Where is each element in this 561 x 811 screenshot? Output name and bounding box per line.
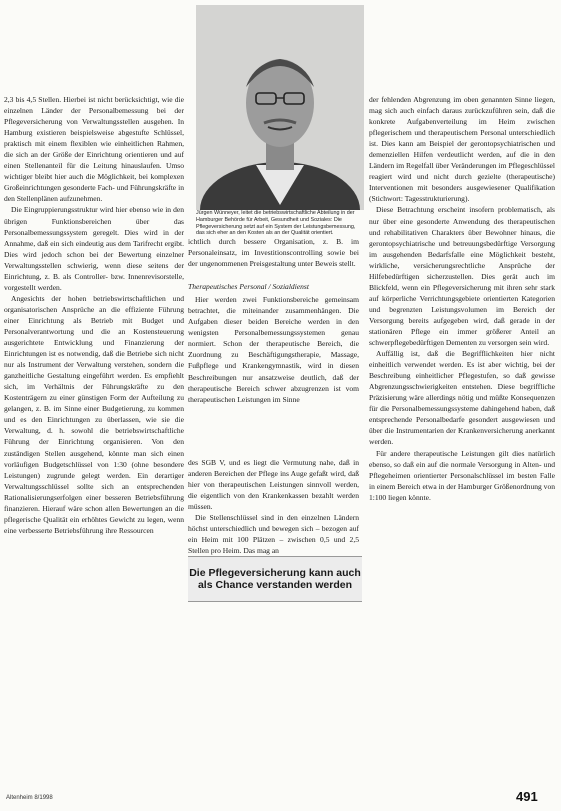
- portrait-image: [196, 5, 364, 210]
- page-number: 491: [516, 789, 538, 804]
- paragraph: Die Stellenschlüssel sind in den einzelnen Ländern höchst unterschiedlich und bewegen sich – bezogen auf ein Heim mit 100 Plätzen – zwischen 0,5 und 2,5 Stellen pro Heim. Das mag an: [188, 512, 359, 556]
- paragraph: des SGB V, und es liegt die Vermutung nahe, daß in anderen Bereichen der Pflege ins Auge gefaßt wird, daß hier von therapeutischen Leistungen sinnvoll werden, die eigentlich von den Krankenkassen bezahlt werden müssen.: [188, 457, 359, 511]
- paragraph: Angesichts der hohen betriebswirtschaftlichen und organisatorischen Ansprüche an die effiziente Führung einer Einrichtung als Betrieb mit Budget und Personalverantwortung und die an Kostensteuerung ausgerichtete Entwicklung und Finanzierung der Einrichtungen ist es notwendig, daß die Betriebe sich nicht nur als Instrument der Verwaltung verstehen, sondern die ganzheitliche Gestaltung eingeführt werden. Es empfiehlt sich, im Verhältnis der Führungskräfte zu den Kostenträgern zu einer günstigen Form der Aufteilung zu gelangen, z. B. im Sinne einer Budgetierung, zu kommen und es den Einrichtungen zu überlassen, wie sie die Verwaltung, d. h. sowohl die betriebswirtschaftliche Führung der Einrichtung organisieren. Von den zuständigen Stellen ausgehend, könnte man sich einen vorläufigen Budgetschlüssel von 1:30 (ohne besondere Leistungen) zugrunde gelegt werden. Ein derartiger Verwaltungsschlüssel sollte sich an entsprechenden Rationalisierungserfolgen einer besseren Betriebsführung finanzieren. Hierauf wäre schon allen Bewertungen an die pflegerische Qualität ein erhöhtes Gewicht zu legen, wenn eine verbesserte Betriebsführung ihre Ressourcen: [4, 293, 184, 535]
- pull-quote-text: Die Pflegeversicherung kann auch als Chance verstanden werden: [189, 566, 361, 591]
- paragraph: Auffällig ist, daß die Begrifflichkeiten hier nicht einheitlich verwendet werden. Es ist aber wichtig, bei der Beschreibung einheitlicher Pflegestufen, so daß gewisse Abgrenzungsschwierigkeiten entstehen. Diese begriffliche Präzisierung wäre allerdings nötig und müßte Konsequenzen für die Personalbemessungssysteme dahingehend haben, daß entsprechende Personalbedarfe gesondert ausgewiesen und über die Instrumentarien der Krankenversicherung anerkannt werden.: [369, 349, 555, 447]
- paragraph: 2,3 bis 4,5 Stellen. Hierbei ist nicht berücksichtigt, wie die einzelnen Länder der Personalbemessung bei der Pflegeversicherung von Verwaltungsstellen ausgehen. In Hamburg existieren beispielsweise abgestufte Schlüssel, praktisch mit einem flexiblen wie einheitlichen Rahmen, die sich an der Größe der Einrichtung orientieren und auf einen Stellenanteil für die Leitung hinauslaufen. Umso wichtiger bleibt hier auch die Möglichkeit, bei komplexen Großeinrichtungen gesonderte Fach- und Führungskräfte in den Stellenplänen aufzunehmen.: [4, 95, 184, 204]
- text-column-right: [369, 94, 555, 503]
- text-column-left: [4, 94, 184, 536]
- paragraph: Für andere therapeutische Leistungen gilt dies natürlich ebenso, so daß ein auf die normale Versorgung in Alten- und Pflegeheimen orientierter Personalschlüssel im besten Falle in einem Bereich etwa in der Hamburger Größenordnung von 1:100 liegen könnte.: [369, 448, 555, 502]
- photo-caption: Jürgen Wünneyer, leitet die betriebswirtschaftliche Abteilung in der Hamburger Behörde für Arbeit, Gesundheit und Soziales: Die Pflegeversicherung setzt auf ein System der Leistungsbemessung, das sich eher an den Kosten als an der Qualität orientiert.: [196, 210, 356, 237]
- paragraph: Hier werden zwei Funktionsbereiche gemeinsam betrachtet, die miteinander zusammenhängen. Die Aufgaben dieser beiden Bereiche werden in den wenigsten Personalbemessungssystemen genau normiert. Schon der therapeutische Bereich, die Zuordnung zu Beschäftigungstherapie, Massage, Fußpflege und Krankengymnastik, wird in diesen Beschreibungen nur ansatzweise deutlich, daß der therapeutische Bereich schwer abzugrenzen ist vom therapeutischen Leistungen im Sinne: [188, 295, 359, 404]
- paragraph: Die Eingruppierungsstruktur wird hier ebenso wie in den übrigen Funktionsbereichen über das Personalbemessungssystem geregelt. Dies wird in der Annahme, daß ein sich eindeutig aus dem Tarifrecht ergibt. Dies wird jedoch schon bei der Bewertung einzelner Verwaltungsstellen schwierig, wenn diese seitens der Einrichtung, z. B. als Controller- bzw. Innenrevisorstelle, vorgestellt werden.: [4, 205, 184, 292]
- author-photo: [196, 5, 364, 210]
- paragraph: ichtlich durch bessere Organisation, z. B. im Personaleinsatz, im Investitionscontrolling sowie bei der ungenommenen Preisgestaltung unter Beweis stellt.: [188, 237, 359, 269]
- footer-issue: Altenheim 8/1998: [6, 795, 53, 801]
- paragraph: Diese Betrachtung erscheint insofern problematisch, als nur über eine gesonderte Anwendung des therapeutischen und rehabilitativen Charakters über Bewohner hinaus, die gerontopsychiatrische und betreuungsbedürftige Versorgung im ausgehenden Bedarfsfalle eine Möglichkeit besteht, wirkliche, versicherungsrechtliche Ansprüche der Hilfebedürftigen sicherzustellen. Dies gerät auch im Blickfeld, wenn ein Pflegeversicherung mit ihren sehr stark auf körperliche Verrichtungsgebiete orientierten Kategorien und begrenzten Leistungsvolumen im Bereich der Versorgung bereits aufgegeben wird, daß gerade in der stationären Pflege ein immer größerer Anteil an schwerpflegebedürftigen Dementen zu versorgen sein wird.: [369, 205, 555, 348]
- section-subheading: Therapeutisches Personal / Sozialdienst: [188, 282, 309, 292]
- paragraph: der fehlenden Abgrenzung im oben genannten Sinne liegen, mag sich auch einfach daraus zurückzuführen sein, daß die konkrete Aufgabenverteilung im Heim zwischen pflegerischem und therapeutischem Personal unterschiedlich ist. Dies kann am Beispiel der gerontopsychiatrischen und demenziellen Hilfen verdeutlicht werden, auf die in den Ländern im Regelfall über Veränderungen im Pflegeschlüssel reagiert wird und nicht durch gezielte (therapeutische) Interventionen mit besonders ausgewiesener Qualifikation (Stichwort: Tagesstrukturierung).: [369, 95, 555, 204]
- text-column-middle: [188, 236, 359, 556]
- pull-quote: [188, 556, 362, 602]
- pullquote-spacer: [188, 405, 359, 457]
